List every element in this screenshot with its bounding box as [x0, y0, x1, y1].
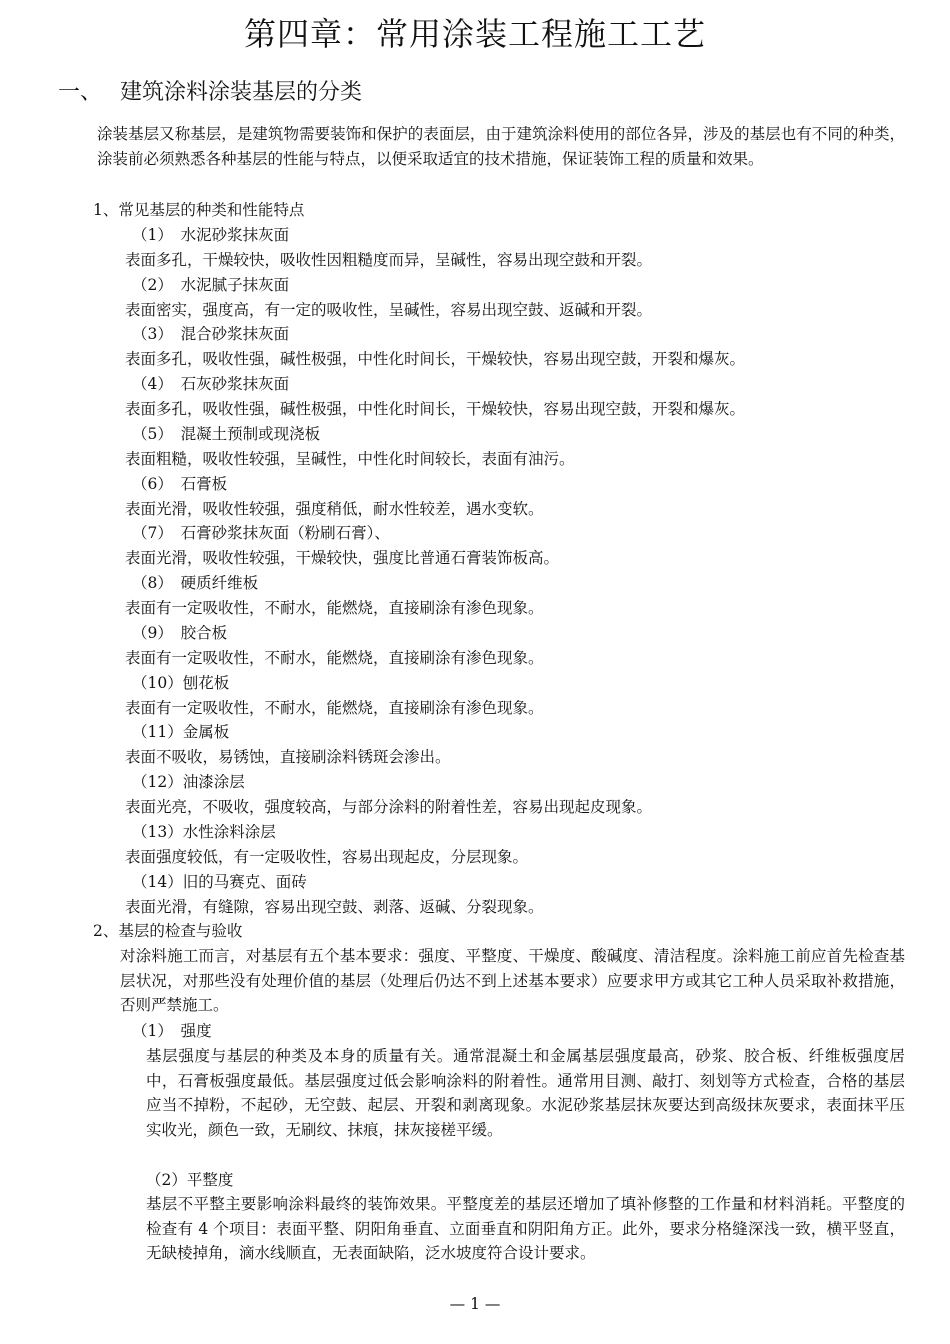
strength-heading: （1） 强度	[132, 1022, 212, 1040]
item-desc: 表面光滑，吸收性较强，干燥较快，强度比普通石膏装饰板高。	[125, 549, 560, 567]
subsection-heading-1: 1、常见基层的种类和性能特点	[93, 201, 305, 219]
section-title: 建筑涂料涂装基层的分类	[120, 80, 363, 105]
item-name: （11）金属板	[132, 723, 230, 741]
item-name: （1） 水泥砂浆抹灰面	[132, 226, 290, 244]
flatness-paragraph: 基层不平整主要影响涂料最终的装饰效果。平整度差的基层还增加了填补修整的工作量和材料消耗。平整度的检查有 4 个项目：表面平整、阴阳角垂直、立面垂直和阴阳角方正。此外，要求分格缝深浅一致，横平竖直，无缺棱掉角，滴水线顺直，无表面缺陷，泛水坡度符合设计要求。	[146, 1195, 905, 1262]
item-desc: 表面光亮，不吸收，强度较高，与部分涂料的附着性差，容易出现起皮现象。	[125, 798, 653, 816]
item-desc: 表面强度较低，有一定吸收性，容易出现起皮，分层现象。	[125, 848, 529, 866]
intro-paragraph: 涂装基层又称基层，是建筑物需要装饰和保护的表面层，由于建筑涂料使用的部位各异，涉及的基层也有不同的种类，涂装前必须熟悉各种基层的性能与特点，以便采取适宜的技术措施，保证装饰工程的质量和效果。	[97, 125, 905, 168]
item-desc: 表面多孔，吸收性强，碱性极强，中性化时间长，干燥较快，容易出现空鼓，开裂和爆灰。	[125, 400, 746, 418]
item-name: （5） 混凝土预制或现浇板	[132, 425, 321, 443]
item-name: （14）旧的马赛克、面砖	[132, 873, 307, 891]
strength-paragraph: 基层强度与基层的种类及本身的质量有关。通常混凝土和金属基层强度最高，砂浆、胶合板、纤维板强度居中，石膏板强度最低。基层强度过低会影响涂料的附着性。通常用目测、敲打、刻划等方式检查，合格的基层应当不掉粉，不起砂，无空鼓、起层、开裂和剥离现象。水泥砂浆基层抹灰要达到高级抹灰要求，表面抹平压实收光，颜色一致，无刷纹、抹痕，抹灰接槎平缓。	[146, 1047, 905, 1139]
item-desc: 表面多孔，吸收性强，碱性极强，中性化时间长，干燥较快，容易出现空鼓，开裂和爆灰。	[125, 350, 746, 368]
item-name: （12）油漆涂层	[132, 773, 245, 791]
section-heading	[58, 78, 362, 108]
item-name: （9） 胶合板	[132, 624, 228, 642]
page-title: 第四章：常用涂装工程施工工艺	[243, 15, 706, 53]
item-name: （10）刨花板	[132, 674, 230, 692]
flatness-heading: （2）平整度	[146, 1171, 234, 1189]
item-name: （7） 石膏砂浆抹灰面（粉刷石膏）、	[132, 524, 390, 542]
item-desc: 表面多孔，干燥较快，吸收性因粗糙度而异，呈碱性，容易出现空鼓和开裂。	[125, 251, 653, 269]
item-name: （2） 水泥腻子抹灰面	[132, 276, 290, 294]
item-name: （4） 石灰砂浆抹灰面	[132, 375, 290, 393]
item-desc: 表面有一定吸收性，不耐水，能燃烧，直接刷涂有渗色现象。	[125, 699, 544, 717]
item-name: （6） 石膏板	[132, 475, 228, 493]
item-name: （13）水性涂料涂层	[132, 823, 276, 841]
item-desc: 表面不吸收，易锈蚀，直接刷涂料锈斑会渗出。	[125, 748, 451, 766]
item-name: （8） 硬质纤维板	[132, 574, 259, 592]
item-name: （3） 混合砂浆抹灰面	[132, 325, 290, 343]
item-desc: 表面粗糙，吸收性较强，呈碱性，中性化时间较长，表面有油污。	[125, 450, 575, 468]
item-desc: 表面有一定吸收性，不耐水，能燃烧，直接刷涂有渗色现象。	[125, 599, 544, 617]
section-number: 一、	[58, 80, 103, 105]
item-desc: 表面光滑，有缝隙，容易出现空鼓、剥落、返碱、分裂现象。	[125, 898, 544, 916]
item-desc: 表面有一定吸收性，不耐水，能燃烧，直接刷涂有渗色现象。	[125, 649, 544, 667]
page-number: — 1 —	[449, 1295, 501, 1313]
inspection-paragraph: 对涂料施工而言，对基层有五个基本要求：强度、平整度、干燥度、酸碱度、清洁程度。涂料施工前应首先检查基层状况，对那些没有处理价值的基层（处理后仍达不到上述基本要求）应要求甲方或其它工种人员采取补救措施，否则严禁施工。	[120, 947, 905, 1014]
item-desc: 表面密实，强度高，有一定的吸收性，呈碱性，容易出现空鼓、返碱和开裂。	[125, 301, 653, 319]
item-desc: 表面光滑，吸收性较强，强度稍低，耐水性较差，遇水变软。	[125, 500, 544, 518]
subsection-heading-2: 2、基层的检查与验收	[93, 922, 243, 940]
